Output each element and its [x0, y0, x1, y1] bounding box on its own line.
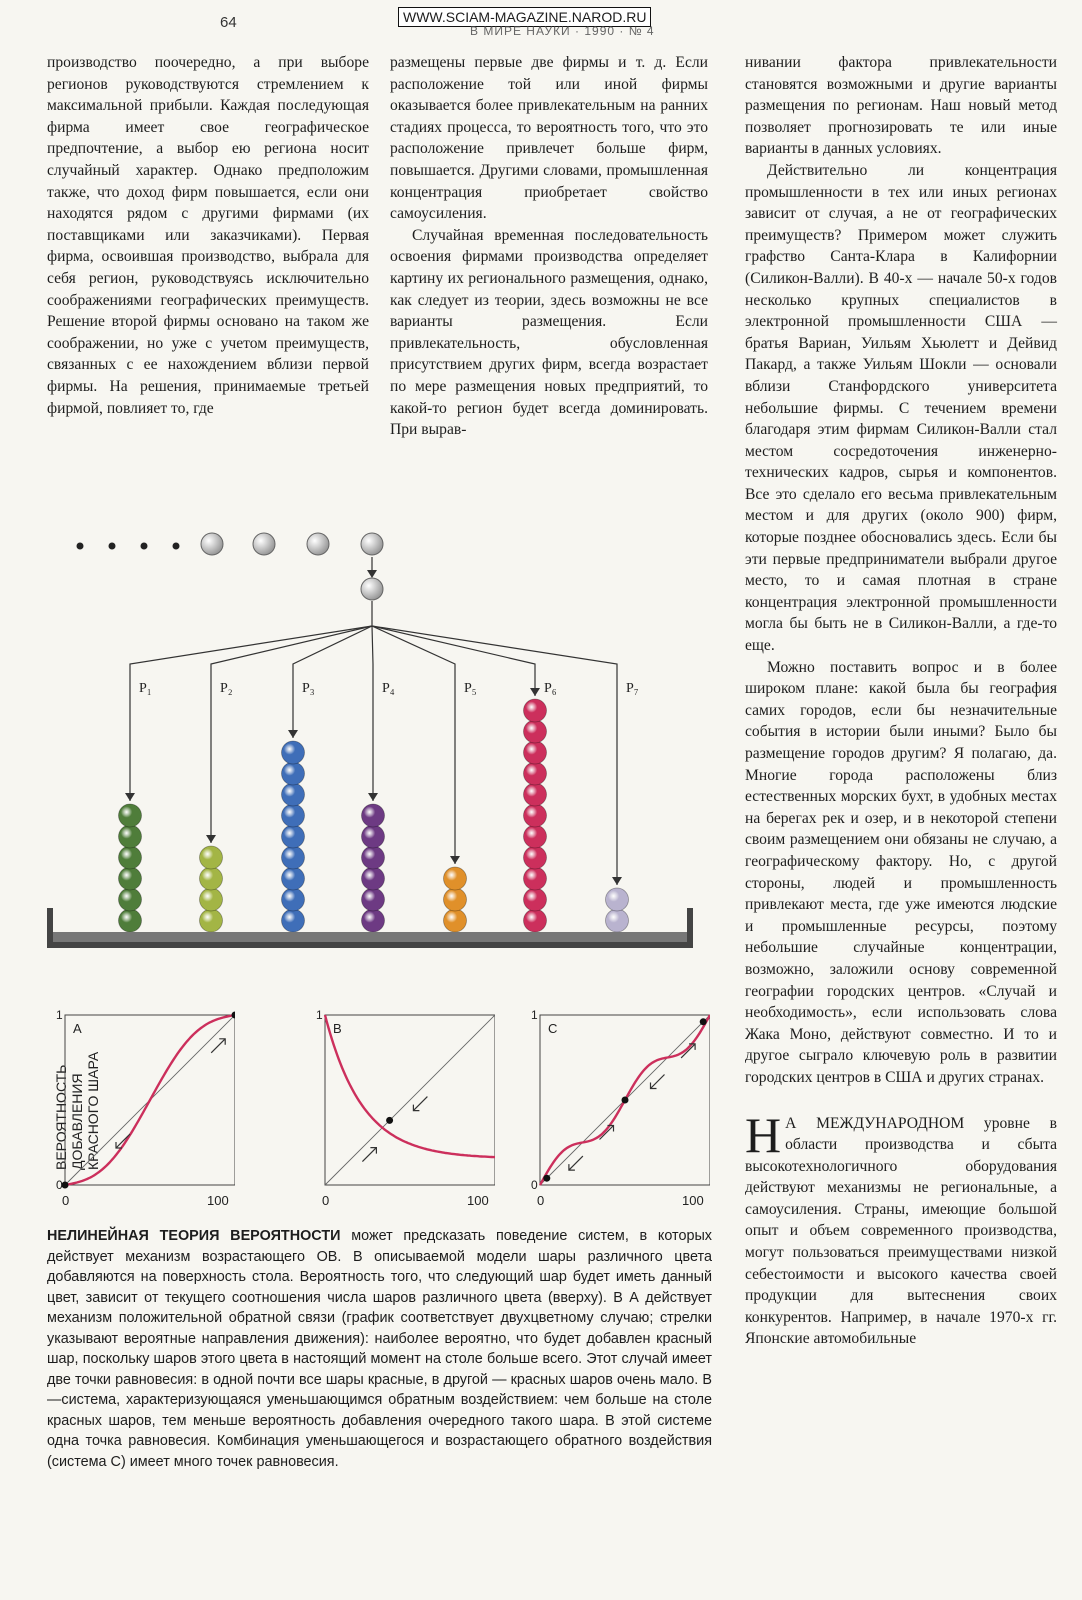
y-label-line-3: КРАСНОГО ШАРА [85, 1051, 101, 1170]
ball [524, 867, 547, 890]
probability-arrows [125, 626, 639, 885]
ball [444, 909, 467, 932]
y-tick-label: 1 [56, 1008, 63, 1022]
section-paragraph [745, 1106, 1057, 1351]
ball [200, 909, 223, 932]
ball [200, 846, 223, 869]
arrowhead [368, 793, 378, 801]
ball [362, 867, 385, 890]
arrowhead [206, 835, 216, 843]
caption-text: может предсказать поведение систем, в которых действует механизм возрастающего ОВ. В описываемой модели шары различного цвета добавляются на поверхность стола. Вероятность того, что следующий шар будет иметь данный цвет, зависит от текущего соотношения числа шаров различного цвета (вверху). В А действует механизм положительной обратной связи (график соответствует двухцветному случаю; стрелки указывают вероятные направления движения): наиболее вероятно, что будет добавлен красный шар, поскольку шаров этого цвета в настоящий момент на столе больше всего. Этот случай имеет две точки равновесия: в одной почти все шары красные, в другой — красных шаров очень мало. В —система, характеризующаяся уменьшающимся обратным воздействием: чем больше на столе красных шаров, тем меньше вероятность добавления очередного такого шара. В этой системе одна точка равновесия. Комбинация уменьшающегося и возрастающего обратного воздействия (система С) имеет много точек равновесия. [47, 1228, 713, 1470]
watermark[interactable]: WWW.SCIAM-MAGAZINE.NAROD.RU [398, 7, 651, 27]
arrowhead [288, 730, 298, 738]
incoming-balls [77, 533, 384, 626]
y-tick-label: 1 [316, 1008, 323, 1022]
equilibrium-point [700, 1018, 707, 1025]
ellipsis-dot [141, 543, 148, 550]
waiting-ball [253, 533, 275, 555]
arrowhead [125, 793, 135, 801]
graph-title: A [73, 1021, 82, 1036]
ball [362, 825, 385, 848]
arrowhead [612, 877, 622, 885]
ball [444, 888, 467, 911]
section-text: А МЕЖДУНАРОДНОМ уровне в области производства и сбыта высокотехнологичного оборудования действуют механизмы не региональные, а самоусиления. Страны, имеющие большой опыт и объем современного производства, могут пользоваться преимуществами низкой себестоимости и высокого качества своей продукции для вытеснения своих конкурентов. Например, в начале 1970-х гг. Японские автомобильные [745, 1114, 1057, 1348]
diagonal-line [325, 1015, 495, 1185]
column-1 [47, 52, 369, 419]
graph-title: B [333, 1021, 342, 1036]
y-label-line-2: ДОБАВЛЕНИЯ [69, 1073, 85, 1170]
y-label-line-1: ВЕРОЯТНОСТЬ [53, 1064, 69, 1170]
direction-arrow [651, 1075, 665, 1089]
ball [200, 888, 223, 911]
graph-a [40, 1000, 235, 1220]
ellipsis-dot [109, 543, 116, 550]
ball [524, 804, 547, 827]
running-head: В МИРЕ НАУКИ · 1990 · № 4 [470, 24, 655, 38]
ball [606, 888, 629, 911]
column-2 [390, 52, 708, 441]
probability-arrow [372, 626, 455, 864]
ellipsis-dot [173, 543, 180, 550]
direction-arrow [413, 1097, 427, 1111]
figure-caption [47, 1226, 712, 1472]
paragraph: Случайная временная последовательность освоения фирмами производства определяет картину их регионального размещения, однако, как следует из теории, здесь возможны не все варианты размещения. Если привлекательность, обусловленная присутствием других фирм, всегда возрастает по мере размещения новых предприятий, то какой-то регион будет всегда доминировать. При вырав- [390, 226, 708, 439]
paragraph: Можно поставить вопрос и в более широком плане: какой была бы география самих городов, если бы незначительные события в истории были иными? Было бы размещение городов другим? Я полагаю, да. Многие города расположены близ естественных морских бухт, в удобных местах на берегах рек и озер, и в некоторой степени своим размещением они обязаны не случаю, а географическому фактору. Но, с другой стороны, людей и промышленность привлекают места, где уже имеются людские и промышленные ресурсы, поэтому небольшие случайные концентрации, возможно, заложили основу современной географии городских центров. «Случай и необходимость», если использовать слова Жака Моно, действуют совместно. И то и другое сыграло ключевую роль в развитии городских центров в США и других странах. [745, 658, 1057, 1086]
ball [524, 783, 547, 806]
y-tick-label: 0 [531, 1178, 538, 1192]
x-tick-label: 100 [467, 1193, 489, 1208]
ball [362, 804, 385, 827]
x-tick-label: 0 [62, 1193, 70, 1208]
ball [282, 741, 305, 764]
ball [524, 720, 547, 743]
probability-label: P₄ [382, 681, 395, 696]
probability-label: P₂ [220, 681, 233, 696]
direction-arrow [211, 1039, 225, 1053]
probability-arrow [130, 626, 372, 801]
x-tick-label: 0 [322, 1193, 330, 1208]
ball [282, 804, 305, 827]
equilibrium-point [386, 1117, 393, 1124]
probability-label: P₁ [139, 681, 152, 696]
table-surface [53, 932, 687, 942]
probability-arrow [372, 626, 373, 801]
ball [524, 909, 547, 932]
drop-cap: Н [745, 1106, 782, 1163]
direction-arrow [569, 1156, 583, 1170]
direction-arrow [362, 1148, 376, 1162]
ball [524, 888, 547, 911]
ball [119, 867, 142, 890]
waiting-ball [307, 533, 329, 555]
ball [606, 909, 629, 932]
graph-c [515, 1000, 710, 1220]
ball [119, 909, 142, 932]
x-tick-label: 100 [207, 1193, 229, 1208]
ball [282, 783, 305, 806]
ball [282, 846, 305, 869]
ball [524, 846, 547, 869]
paragraph: размещены первые две фирмы и т. д. Если расположение той или иной фирмы оказывается более привлекательным на ранних стадиях процесса, то вероятность того, что это расположение привлечет больше фирм, повышается. Другими словами, промышленная концентрация приобретает свойство самоусиления. [390, 54, 708, 223]
ball [524, 825, 547, 848]
ball [362, 888, 385, 911]
ball [282, 867, 305, 890]
probability-label: P₇ [626, 681, 639, 696]
column-3 [745, 52, 1057, 1350]
arrowhead [367, 570, 377, 578]
ball [282, 762, 305, 785]
ball [524, 699, 547, 722]
ball [119, 846, 142, 869]
ball [282, 909, 305, 932]
ball-table-figure [40, 530, 720, 990]
probability-arrow [372, 626, 535, 696]
probability-curve [325, 1015, 495, 1157]
ball [119, 888, 142, 911]
probability-arrow [372, 626, 617, 885]
ball [444, 867, 467, 890]
x-tick-label: 100 [682, 1193, 704, 1208]
arrowhead [450, 856, 460, 864]
paragraph: Действительно ли концентрация промышленности в тех или иных регионах зависит от случая, а не от географических преимуществ? Примером может служить графство Санта-Клара в Калифорнии (Силикон-Валли). В 40-х — начале 50-х годов несколько крупных специалистов в электронной промышленности США — братья Вариан, Уильям Хьюлетт и Дейвид Пакард, а также Уильям Шокли — основали вблизи Станфордского университета небольшие фирмы. С течением времени благодаря этим фирмам Силикон-Валли стал местом сосредоточения инженерно-технических кадров, сырья и компонентов. Все это сделало его весьма привлекательным местом и для других (около 900) фирм, которые позднее обосновались здесь. Если бы эти первые предприниматели выбрали другое место, то и самая плотная в стране концентрация электронной промышленности могла бы быть не в Силикон-Валли, а где-то еще. [745, 161, 1057, 655]
next-ball [361, 578, 383, 600]
probability-label: P₅ [464, 681, 477, 696]
ball [362, 846, 385, 869]
ellipsis-dot [77, 543, 84, 550]
equilibrium-point [543, 1175, 550, 1182]
waiting-ball [201, 533, 223, 555]
ball [524, 762, 547, 785]
y-tick-label: 1 [531, 1008, 538, 1022]
paragraph: производство поочередно, а при выборе регионов руководствуются стремлением к максимальной прибыли. Каждая последующая фирма имеет свое географическое предпочтение, а выбор ею региона носит случайный характер. Однако предположим также, что доход фирм повышается, если они находятся рядом с другими фирмами (их поставщиками или заказчиками). Первая фирма, освоившая производство, выбрала для себя регион, руководствуясь исключительно соображениями географических преимуществ. Решение второй фирмы основано на таком же соображении, но уже с учетом преимуществ, связанных с ее нахождением вблизи первой фирмы. На решения, принимаемые третьей фирмой, повлияет то, где [47, 54, 369, 417]
graph-b [300, 1000, 495, 1220]
ball [282, 825, 305, 848]
ball [282, 888, 305, 911]
waiting-ball [361, 533, 383, 555]
arrowhead [530, 688, 540, 696]
paragraph: нивании фактора привлекательности становятся возможными и другие варианты размещения по регионам. Наш новый метод позволяет прогнозировать те или иные варианты в данных условиях. [745, 54, 1057, 158]
ball [362, 909, 385, 932]
y-tick-label: 0 [56, 1178, 63, 1192]
probability-label: P₃ [302, 681, 315, 696]
ball [119, 825, 142, 848]
equilibrium-point [622, 1097, 629, 1104]
ball [524, 741, 547, 764]
page-number: 64 [220, 14, 237, 31]
graph-title: C [548, 1021, 558, 1036]
ball [200, 867, 223, 890]
probability-label: P₆ [544, 681, 557, 696]
x-tick-label: 0 [537, 1193, 545, 1208]
caption-lead: НЕЛИНЕЙНАЯ ТЕОРИЯ ВЕРОЯТНОСТИ [47, 1228, 341, 1244]
ball [119, 804, 142, 827]
